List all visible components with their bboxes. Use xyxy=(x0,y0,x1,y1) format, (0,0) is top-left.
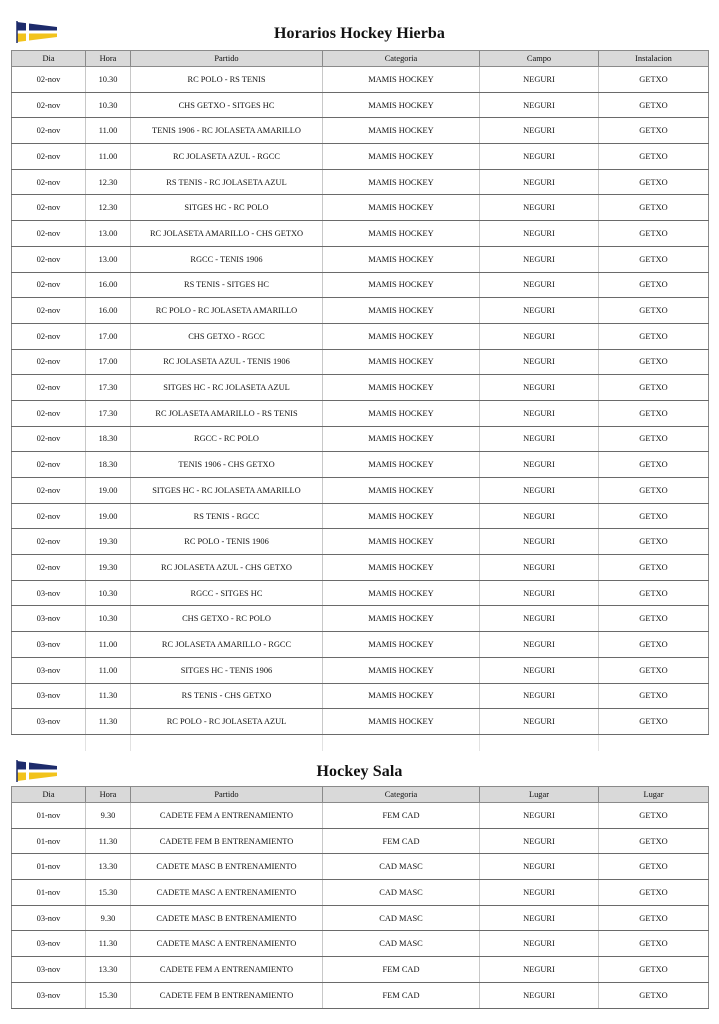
cell-categoria: MAMIS HOCKEY xyxy=(323,400,480,426)
column-header-partido: Partido xyxy=(131,787,323,803)
cell-campo: NEGURI xyxy=(480,92,599,118)
cell-partido: RGCC - RC POLO xyxy=(131,426,323,452)
cell-campo: NEGURI xyxy=(480,452,599,478)
column-header-categoria: Categoria xyxy=(323,51,480,67)
cell-partido: RS TENIS - CHS GETXO xyxy=(131,683,323,709)
cell-hora: 17.30 xyxy=(86,400,131,426)
cell-categoria: MAMIS HOCKEY xyxy=(323,452,480,478)
cell-categoria: CAD MASC xyxy=(323,854,480,880)
section-spacer xyxy=(11,735,708,751)
cell-partido: CADETE MASC A ENTRENAMIENTO xyxy=(131,931,323,957)
cell-hora: 10.30 xyxy=(86,580,131,606)
cell-partido: CADETE FEM A ENTRENAMIENTO xyxy=(131,803,323,829)
cell-partido: RC JOLASETA AMARILLO - RGCC xyxy=(131,632,323,658)
cell-dia: 02-nov xyxy=(12,169,86,195)
table-row xyxy=(12,931,709,957)
cell-instalacion: GETXO xyxy=(599,683,709,709)
cell-campo: NEGURI xyxy=(480,503,599,529)
cell-campo: NEGURI xyxy=(480,803,599,829)
cell-instalacion: GETXO xyxy=(599,298,709,324)
cell-dia: 02-nov xyxy=(12,555,86,581)
table-row xyxy=(12,982,709,1008)
cell-instalacion: GETXO xyxy=(599,803,709,829)
cell-instalacion: GETXO xyxy=(599,905,709,931)
cell-instalacion: GETXO xyxy=(599,221,709,247)
cell-dia: 02-nov xyxy=(12,529,86,555)
table-row xyxy=(12,349,709,375)
table-header-row xyxy=(12,787,709,803)
cell-dia: 03-nov xyxy=(12,905,86,931)
cell-campo: NEGURI xyxy=(480,854,599,880)
cell-categoria: MAMIS HOCKEY xyxy=(323,67,480,93)
cell-categoria: MAMIS HOCKEY xyxy=(323,323,480,349)
cell-categoria: MAMIS HOCKEY xyxy=(323,426,480,452)
cell-campo: NEGURI xyxy=(480,400,599,426)
cell-instalacion: GETXO xyxy=(599,67,709,93)
cell-dia: 03-nov xyxy=(12,606,86,632)
cell-dia: 03-nov xyxy=(12,657,86,683)
cell-instalacion: GETXO xyxy=(599,828,709,854)
table-row xyxy=(12,606,709,632)
cell-partido: RS TENIS - RC JOLASETA AZUL xyxy=(131,169,323,195)
table-row xyxy=(12,323,709,349)
cell-instalacion: GETXO xyxy=(599,349,709,375)
cell-instalacion: GETXO xyxy=(599,118,709,144)
cell-categoria: MAMIS HOCKEY xyxy=(323,298,480,324)
cell-campo: NEGURI xyxy=(480,478,599,504)
cell-partido: RC POLO - RS TENIS xyxy=(131,67,323,93)
cell-hora: 17.00 xyxy=(86,349,131,375)
cell-campo: NEGURI xyxy=(480,323,599,349)
cell-instalacion: GETXO xyxy=(599,580,709,606)
cell-campo: NEGURI xyxy=(480,580,599,606)
cell-dia: 01-nov xyxy=(12,880,86,906)
cell-categoria: MAMIS HOCKEY xyxy=(323,657,480,683)
cell-partido: RS TENIS - SITGES HC xyxy=(131,272,323,298)
table-row xyxy=(12,298,709,324)
cell-dia: 01-nov xyxy=(12,803,86,829)
cell-categoria: CAD MASC xyxy=(323,931,480,957)
cell-dia: 02-nov xyxy=(12,144,86,170)
cell-campo: NEGURI xyxy=(480,298,599,324)
cell-campo: NEGURI xyxy=(480,169,599,195)
cell-campo: NEGURI xyxy=(480,555,599,581)
cell-categoria: MAMIS HOCKEY xyxy=(323,169,480,195)
cell-partido: RC POLO - RC JOLASETA AMARILLO xyxy=(131,298,323,324)
cell-campo: NEGURI xyxy=(480,709,599,735)
cell-campo: NEGURI xyxy=(480,375,599,401)
cell-dia: 02-nov xyxy=(12,221,86,247)
cell-partido: SITGES HC - RC POLO xyxy=(131,195,323,221)
cell-instalacion: GETXO xyxy=(599,478,709,504)
table-row xyxy=(12,92,709,118)
cell-campo: NEGURI xyxy=(480,632,599,658)
cell-partido: RC POLO - TENIS 1906 xyxy=(131,529,323,555)
column-header-dia: Dia xyxy=(12,51,86,67)
cell-categoria: FEM CAD xyxy=(323,828,480,854)
table-row xyxy=(12,957,709,983)
table-row xyxy=(12,905,709,931)
cell-dia: 02-nov xyxy=(12,118,86,144)
cell-categoria: MAMIS HOCKEY xyxy=(323,555,480,581)
cell-instalacion: GETXO xyxy=(599,880,709,906)
cell-hora: 19.00 xyxy=(86,478,131,504)
cell-dia: 02-nov xyxy=(12,323,86,349)
cell-campo: NEGURI xyxy=(480,880,599,906)
cell-dia: 03-nov xyxy=(12,580,86,606)
cell-instalacion: GETXO xyxy=(599,709,709,735)
cell-instalacion: GETXO xyxy=(599,452,709,478)
cell-hora: 10.30 xyxy=(86,92,131,118)
table-row xyxy=(12,426,709,452)
cell-hora: 13.00 xyxy=(86,246,131,272)
cell-hora: 16.00 xyxy=(86,272,131,298)
cell-campo: NEGURI xyxy=(480,982,599,1008)
cell-partido: CADETE FEM B ENTRENAMIENTO xyxy=(131,982,323,1008)
cell-partido: RC POLO - RC JOLASETA AZUL xyxy=(131,709,323,735)
table-row xyxy=(12,632,709,658)
cell-categoria: MAMIS HOCKEY xyxy=(323,118,480,144)
cell-instalacion: GETXO xyxy=(599,555,709,581)
cell-partido: RGCC - TENIS 1906 xyxy=(131,246,323,272)
cell-partido: CADETE MASC A ENTRENAMIENTO xyxy=(131,880,323,906)
cell-instalacion: GETXO xyxy=(599,272,709,298)
cell-dia: 03-nov xyxy=(12,931,86,957)
cell-categoria: MAMIS HOCKEY xyxy=(323,632,480,658)
table-row xyxy=(12,221,709,247)
table-row xyxy=(12,195,709,221)
cell-campo: NEGURI xyxy=(480,905,599,931)
table-row xyxy=(12,375,709,401)
cell-hora: 15.30 xyxy=(86,982,131,1008)
cell-hora: 9.30 xyxy=(86,803,131,829)
sala-schedule-table xyxy=(11,786,709,1009)
cell-categoria: MAMIS HOCKEY xyxy=(323,92,480,118)
cell-campo: NEGURI xyxy=(480,272,599,298)
cell-instalacion: GETXO xyxy=(599,931,709,957)
table-row xyxy=(12,400,709,426)
cell-categoria: MAMIS HOCKEY xyxy=(323,503,480,529)
column-header-lugar: Lugar xyxy=(480,787,599,803)
cell-hora: 10.30 xyxy=(86,606,131,632)
cell-dia: 03-nov xyxy=(12,982,86,1008)
cell-partido: RGCC - SITGES HC xyxy=(131,580,323,606)
cell-hora: 15.30 xyxy=(86,880,131,906)
cell-instalacion: GETXO xyxy=(599,426,709,452)
hierba-schedule-table xyxy=(11,50,709,735)
table-row xyxy=(12,683,709,709)
cell-partido: RS TENIS - RGCC xyxy=(131,503,323,529)
cell-hora: 13.30 xyxy=(86,957,131,983)
cell-partido: RC JOLASETA AMARILLO - CHS GETXO xyxy=(131,221,323,247)
cell-hora: 12.30 xyxy=(86,169,131,195)
cell-partido: RC JOLASETA AMARILLO - RS TENIS xyxy=(131,400,323,426)
cell-instalacion: GETXO xyxy=(599,246,709,272)
cell-instalacion: GETXO xyxy=(599,982,709,1008)
table-row xyxy=(12,709,709,735)
table-row xyxy=(12,272,709,298)
cell-dia: 03-nov xyxy=(12,957,86,983)
cell-dia: 02-nov xyxy=(12,349,86,375)
cell-categoria: MAMIS HOCKEY xyxy=(323,606,480,632)
table-row xyxy=(12,246,709,272)
cell-dia: 02-nov xyxy=(12,375,86,401)
cell-dia: 03-nov xyxy=(12,632,86,658)
cell-dia: 02-nov xyxy=(12,426,86,452)
cell-dia: 01-nov xyxy=(12,828,86,854)
table-row xyxy=(12,555,709,581)
table-row xyxy=(12,503,709,529)
cell-instalacion: GETXO xyxy=(599,323,709,349)
cell-partido: CHS GETXO - SITGES HC xyxy=(131,92,323,118)
cell-dia: 02-nov xyxy=(12,92,86,118)
cell-campo: NEGURI xyxy=(480,195,599,221)
cell-hora: 19.30 xyxy=(86,529,131,555)
cell-campo: NEGURI xyxy=(480,606,599,632)
table-row xyxy=(12,828,709,854)
cell-campo: NEGURI xyxy=(480,349,599,375)
cell-hora: 18.30 xyxy=(86,426,131,452)
cell-instalacion: GETXO xyxy=(599,529,709,555)
cell-hora: 11.00 xyxy=(86,657,131,683)
cell-categoria: MAMIS HOCKEY xyxy=(323,144,480,170)
column-header-campo: Campo xyxy=(480,51,599,67)
cell-hora: 10.30 xyxy=(86,67,131,93)
cell-instalacion: GETXO xyxy=(599,169,709,195)
cell-hora: 11.30 xyxy=(86,931,131,957)
table-header-row xyxy=(12,51,709,67)
cell-partido: RC JOLASETA AZUL - TENIS 1906 xyxy=(131,349,323,375)
column-header-hora: Hora xyxy=(86,787,131,803)
cell-partido: CADETE FEM B ENTRENAMIENTO xyxy=(131,828,323,854)
cell-partido: CADETE FEM A ENTRENAMIENTO xyxy=(131,957,323,983)
cell-categoria: MAMIS HOCKEY xyxy=(323,478,480,504)
cell-campo: NEGURI xyxy=(480,529,599,555)
cell-partido: CADETE MASC B ENTRENAMIENTO xyxy=(131,905,323,931)
cell-dia: 02-nov xyxy=(12,246,86,272)
cell-partido: SITGES HC - TENIS 1906 xyxy=(131,657,323,683)
cell-dia: 02-nov xyxy=(12,400,86,426)
column-header-categoria: Categoria xyxy=(323,787,480,803)
column-header-dia: Dia xyxy=(12,787,86,803)
cell-instalacion: GETXO xyxy=(599,503,709,529)
cell-categoria: CAD MASC xyxy=(323,905,480,931)
cell-instalacion: GETXO xyxy=(599,144,709,170)
cell-hora: 11.30 xyxy=(86,683,131,709)
table-row xyxy=(12,854,709,880)
cell-categoria: MAMIS HOCKEY xyxy=(323,375,480,401)
table-row xyxy=(12,880,709,906)
cell-categoria: MAMIS HOCKEY xyxy=(323,683,480,709)
column-header-partido: Partido xyxy=(131,51,323,67)
cell-hora: 17.30 xyxy=(86,375,131,401)
cell-partido: CHS GETXO - RC POLO xyxy=(131,606,323,632)
cell-campo: NEGURI xyxy=(480,144,599,170)
table-row xyxy=(12,169,709,195)
cell-categoria: MAMIS HOCKEY xyxy=(323,349,480,375)
cell-categoria: MAMIS HOCKEY xyxy=(323,246,480,272)
cell-campo: NEGURI xyxy=(480,828,599,854)
table-row xyxy=(12,529,709,555)
cell-hora: 13.00 xyxy=(86,221,131,247)
cell-instalacion: GETXO xyxy=(599,92,709,118)
cell-instalacion: GETXO xyxy=(599,375,709,401)
cell-campo: NEGURI xyxy=(480,957,599,983)
column-header-hora: Hora xyxy=(86,51,131,67)
cell-partido: SITGES HC - RC JOLASETA AMARILLO xyxy=(131,478,323,504)
cell-hora: 11.30 xyxy=(86,828,131,854)
cell-hora: 17.00 xyxy=(86,323,131,349)
cell-hora: 18.30 xyxy=(86,452,131,478)
cell-instalacion: GETXO xyxy=(599,400,709,426)
table-row xyxy=(12,118,709,144)
cell-campo: NEGURI xyxy=(480,246,599,272)
cell-dia: 01-nov xyxy=(12,854,86,880)
cell-hora: 9.30 xyxy=(86,905,131,931)
cell-dia: 03-nov xyxy=(12,683,86,709)
cell-partido: CADETE MASC B ENTRENAMIENTO xyxy=(131,854,323,880)
cell-campo: NEGURI xyxy=(480,931,599,957)
cell-campo: NEGURI xyxy=(480,221,599,247)
cell-categoria: MAMIS HOCKEY xyxy=(323,272,480,298)
cell-dia: 02-nov xyxy=(12,452,86,478)
table-row xyxy=(12,657,709,683)
schedule-title-sala: Hockey Sala xyxy=(316,763,403,780)
table-row xyxy=(12,580,709,606)
cell-dia: 02-nov xyxy=(12,195,86,221)
cell-hora: 16.00 xyxy=(86,298,131,324)
cell-dia: 02-nov xyxy=(12,503,86,529)
cell-partido: TENIS 1906 - CHS GETXO xyxy=(131,452,323,478)
cell-instalacion: GETXO xyxy=(599,854,709,880)
cell-instalacion: GETXO xyxy=(599,657,709,683)
table-row xyxy=(12,452,709,478)
cell-categoria: MAMIS HOCKEY xyxy=(323,529,480,555)
cell-partido: CHS GETXO - RGCC xyxy=(131,323,323,349)
cell-dia: 02-nov xyxy=(12,272,86,298)
cell-categoria: MAMIS HOCKEY xyxy=(323,195,480,221)
cell-partido: TENIS 1906 - RC JOLASETA AMARILLO xyxy=(131,118,323,144)
cell-categoria: MAMIS HOCKEY xyxy=(323,221,480,247)
cell-hora: 11.00 xyxy=(86,144,131,170)
cell-dia: 03-nov xyxy=(12,709,86,735)
cell-categoria: CAD MASC xyxy=(323,880,480,906)
cell-instalacion: GETXO xyxy=(599,632,709,658)
cell-instalacion: GETXO xyxy=(599,195,709,221)
cell-categoria: FEM CAD xyxy=(323,982,480,1008)
cell-campo: NEGURI xyxy=(480,426,599,452)
column-header-instalacion: Instalacion xyxy=(599,51,709,67)
cell-categoria: MAMIS HOCKEY xyxy=(323,709,480,735)
cell-hora: 12.30 xyxy=(86,195,131,221)
table-row xyxy=(12,67,709,93)
cell-categoria: FEM CAD xyxy=(323,957,480,983)
cell-hora: 13.30 xyxy=(86,854,131,880)
column-header-lugar-2: Lugar xyxy=(599,787,709,803)
cell-dia: 02-nov xyxy=(12,478,86,504)
cell-hora: 19.00 xyxy=(86,503,131,529)
cell-instalacion: GETXO xyxy=(599,957,709,983)
cell-partido: SITGES HC - RC JOLASETA AZUL xyxy=(131,375,323,401)
cell-partido: RC JOLASETA AZUL - RGCC xyxy=(131,144,323,170)
table-row xyxy=(12,144,709,170)
cell-campo: NEGURI xyxy=(480,657,599,683)
cell-hora: 11.30 xyxy=(86,709,131,735)
schedule-title-hierba: Horarios Hockey Hierba xyxy=(273,25,446,42)
cell-campo: NEGURI xyxy=(480,118,599,144)
table-row xyxy=(12,803,709,829)
cell-partido: RC JOLASETA AZUL - CHS GETXO xyxy=(131,555,323,581)
cell-campo: NEGURI xyxy=(480,683,599,709)
cell-categoria: FEM CAD xyxy=(323,803,480,829)
cell-categoria: MAMIS HOCKEY xyxy=(323,580,480,606)
cell-hora: 19.30 xyxy=(86,555,131,581)
cell-hora: 11.00 xyxy=(86,118,131,144)
table-row xyxy=(12,478,709,504)
cell-dia: 02-nov xyxy=(12,298,86,324)
cell-hora: 11.00 xyxy=(86,632,131,658)
cell-dia: 02-nov xyxy=(12,67,86,93)
cell-instalacion: GETXO xyxy=(599,606,709,632)
cell-campo: NEGURI xyxy=(480,67,599,93)
